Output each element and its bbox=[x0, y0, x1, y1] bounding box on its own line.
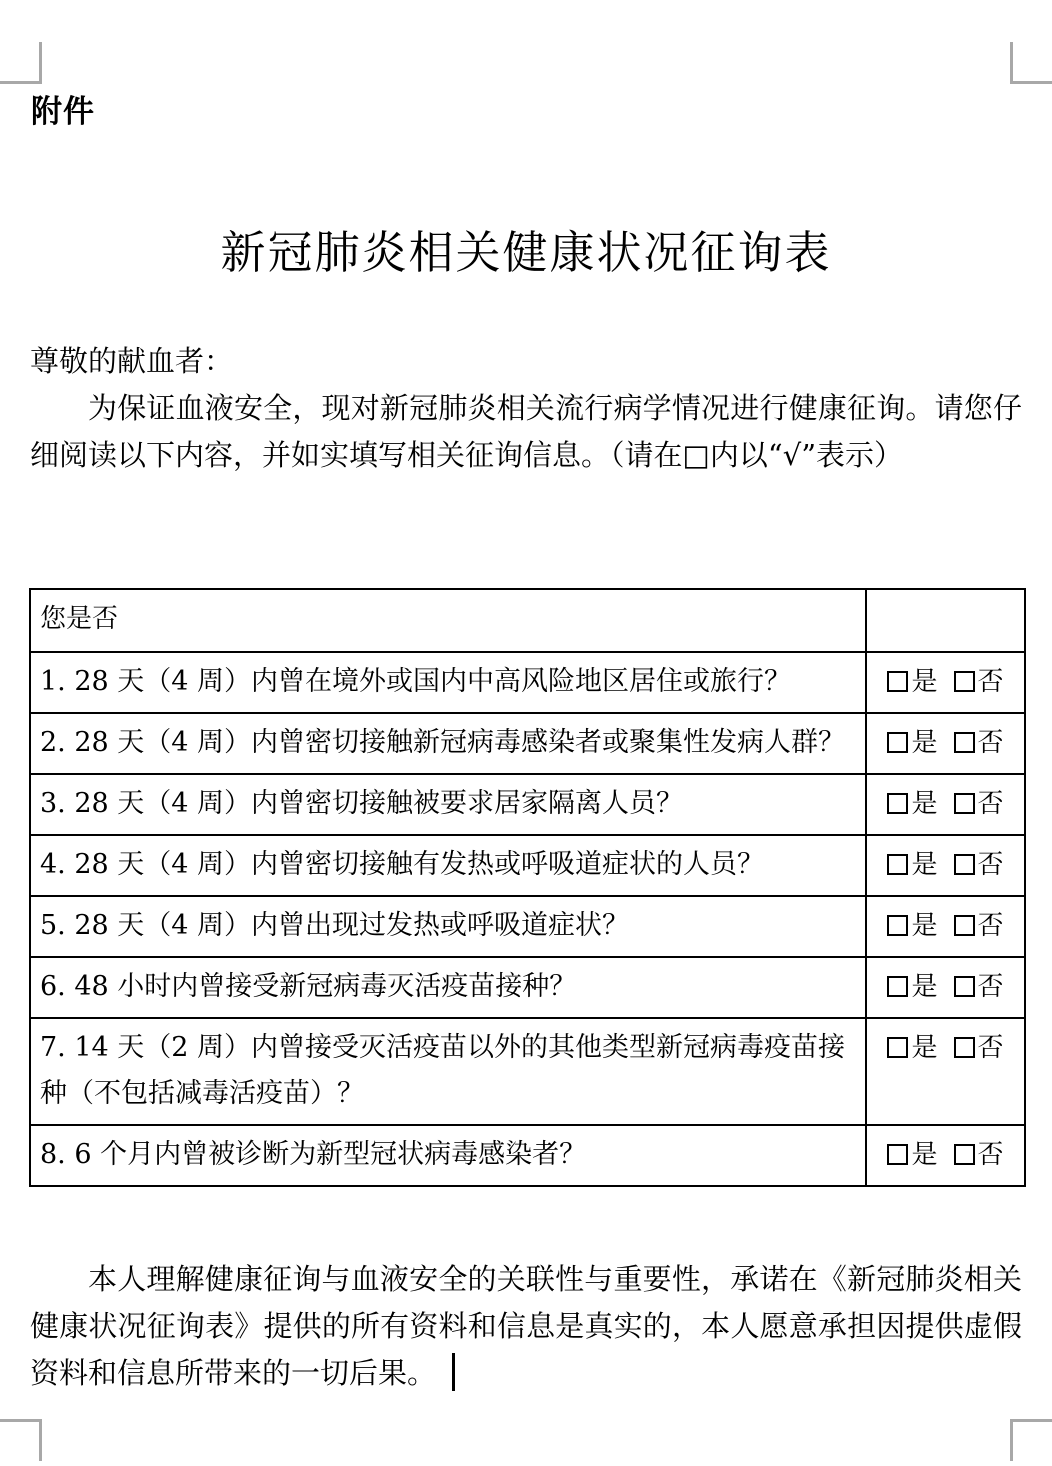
answer-options bbox=[867, 714, 1024, 773]
answer-option-yes-label: 是 bbox=[911, 911, 938, 941]
salutation-text: 尊敬的献血者： bbox=[30, 344, 234, 378]
table-row bbox=[30, 713, 1025, 774]
table-header-answer-cell bbox=[866, 589, 1025, 652]
question-cell bbox=[30, 1018, 866, 1125]
answer-option-no[interactable] bbox=[954, 781, 1004, 827]
answer-cell bbox=[866, 774, 1025, 835]
question-cell bbox=[30, 957, 866, 1018]
checkbox-yes-icon[interactable] bbox=[887, 1037, 908, 1058]
checkbox-yes-icon[interactable] bbox=[887, 793, 908, 814]
answer-option-no-label: 否 bbox=[977, 728, 1004, 758]
answer-option-no-label: 否 bbox=[977, 850, 1004, 880]
answer-option-yes[interactable] bbox=[887, 903, 937, 949]
question-text: 1. 28 天（4 周）内曾在境外或国内中高风险地区居住或旅行？ bbox=[40, 666, 792, 697]
answer-cell bbox=[866, 713, 1025, 774]
answer-option-yes-label: 是 bbox=[911, 850, 938, 880]
page-title: 新冠肺炎相关健康状况征询表 bbox=[220, 226, 832, 280]
answer-option-no-label: 否 bbox=[977, 667, 1004, 697]
answer-options bbox=[867, 653, 1024, 712]
table-header-question-label: 您是否 bbox=[40, 604, 119, 634]
question-text: 5. 28 天（4 周）内曾出现过发热或呼吸道症状？ bbox=[40, 910, 630, 941]
answer-option-no[interactable] bbox=[954, 659, 1004, 705]
answer-option-yes-label: 是 bbox=[911, 728, 938, 758]
checkbox-yes-icon[interactable] bbox=[887, 671, 908, 692]
answer-option-no-label: 否 bbox=[977, 972, 1004, 1002]
question-text: 7. 14 天（2 周）内曾接受灭活疫苗以外的其他类型新冠病毒疫苗接种（不包括减毒活疫苗）？ bbox=[40, 1032, 846, 1109]
answer-options bbox=[867, 958, 1024, 1017]
checkbox-yes-icon[interactable] bbox=[887, 1144, 908, 1165]
answer-option-yes[interactable] bbox=[887, 842, 937, 888]
answer-option-yes-label: 是 bbox=[911, 667, 938, 697]
answer-options bbox=[867, 897, 1024, 956]
answer-cell bbox=[866, 652, 1025, 713]
checkbox-no-icon[interactable] bbox=[954, 854, 975, 875]
question-cell bbox=[30, 896, 866, 957]
question-cell bbox=[30, 835, 866, 896]
checkbox-yes-icon[interactable] bbox=[887, 976, 908, 997]
answer-option-yes-label: 是 bbox=[911, 789, 938, 819]
crop-mark-bottom-left-icon bbox=[0, 1419, 42, 1461]
answer-options bbox=[867, 775, 1024, 834]
table-row bbox=[30, 1018, 1025, 1125]
checkbox-no-icon[interactable] bbox=[954, 793, 975, 814]
answer-options bbox=[867, 836, 1024, 895]
answer-cell bbox=[866, 835, 1025, 896]
checkbox-no-icon[interactable] bbox=[954, 1144, 975, 1165]
answer-option-no[interactable] bbox=[954, 720, 1004, 766]
health-questionnaire-table bbox=[29, 588, 1026, 1187]
answer-options bbox=[867, 1019, 1024, 1078]
answer-option-no-label: 否 bbox=[977, 789, 1004, 819]
table-row bbox=[30, 774, 1025, 835]
checkbox-no-icon[interactable] bbox=[954, 732, 975, 753]
checkbox-no-icon[interactable] bbox=[954, 671, 975, 692]
answer-option-no-label: 否 bbox=[977, 1140, 1004, 1170]
checkbox-no-icon[interactable] bbox=[954, 976, 975, 997]
checkbox-yes-icon[interactable] bbox=[887, 915, 908, 936]
answer-option-yes[interactable] bbox=[887, 781, 937, 827]
answer-option-yes[interactable] bbox=[887, 1132, 937, 1178]
answer-option-yes[interactable] bbox=[887, 1025, 937, 1071]
crop-mark-bottom-right-icon bbox=[1010, 1419, 1052, 1461]
table-row bbox=[30, 652, 1025, 713]
table-body bbox=[30, 589, 1025, 1186]
question-text: 4. 28 天（4 周）内曾密切接触有发热或呼吸道症状的人员？ bbox=[40, 849, 765, 880]
answer-options bbox=[867, 1126, 1024, 1185]
answer-option-no[interactable] bbox=[954, 964, 1004, 1010]
intro-paragraph: 为保证血液安全，现对新冠肺炎相关流行病学情况进行健康征询。请您仔细阅读以下内容，并如实填写相关征询信息。（请在□内以“√”表示） bbox=[30, 391, 1022, 472]
answer-cell bbox=[866, 957, 1025, 1018]
closing-statement bbox=[30, 1256, 1022, 1397]
checkbox-yes-icon[interactable] bbox=[887, 732, 908, 753]
table-header-answer-label bbox=[867, 590, 1024, 649]
text-cursor-caret bbox=[452, 1353, 455, 1391]
checkbox-no-icon[interactable] bbox=[954, 1037, 975, 1058]
answer-option-no-label: 否 bbox=[977, 911, 1004, 941]
table-row bbox=[30, 896, 1025, 957]
question-cell bbox=[30, 713, 866, 774]
answer-option-no-label: 否 bbox=[977, 1033, 1004, 1063]
checkbox-yes-icon[interactable] bbox=[887, 854, 908, 875]
question-cell bbox=[30, 652, 866, 713]
answer-option-yes-label: 是 bbox=[911, 1140, 938, 1170]
answer-cell bbox=[866, 1018, 1025, 1125]
table-header-question-cell bbox=[30, 589, 866, 652]
question-text: 3. 28 天（4 周）内曾密切接触被要求居家隔离人员？ bbox=[40, 788, 684, 819]
answer-option-yes-label: 是 bbox=[911, 1033, 938, 1063]
checkbox-no-icon[interactable] bbox=[954, 915, 975, 936]
table-row bbox=[30, 835, 1025, 896]
table-header-row bbox=[30, 589, 1025, 652]
answer-option-no[interactable] bbox=[954, 903, 1004, 949]
question-text: 8. 6 个月内曾被诊断为新型冠状病毒感染者？ bbox=[40, 1139, 587, 1170]
question-cell bbox=[30, 1125, 866, 1186]
answer-option-yes-label: 是 bbox=[911, 972, 938, 1002]
answer-option-no[interactable] bbox=[954, 1132, 1004, 1178]
attachment-label: 附件 bbox=[31, 94, 95, 130]
intro-block bbox=[30, 338, 1022, 479]
table-row bbox=[30, 957, 1025, 1018]
answer-cell bbox=[866, 896, 1025, 957]
answer-option-yes[interactable] bbox=[887, 964, 937, 1010]
answer-option-no[interactable] bbox=[954, 1025, 1004, 1071]
answer-cell bbox=[866, 1125, 1025, 1186]
crop-mark-top-left-icon bbox=[0, 42, 42, 84]
crop-mark-top-right-icon bbox=[1010, 42, 1052, 84]
answer-option-no[interactable] bbox=[954, 842, 1004, 888]
question-cell bbox=[30, 774, 866, 835]
answer-option-yes[interactable] bbox=[887, 720, 937, 766]
table-row bbox=[30, 1125, 1025, 1186]
question-text: 2. 28 天（4 周）内曾密切接触新冠病毒感染者或聚集性发病人群？ bbox=[40, 727, 846, 758]
answer-option-yes[interactable] bbox=[887, 659, 937, 705]
closing-paragraph-text: 本人理解健康征询与血液安全的关联性与重要性，承诺在《新冠肺炎相关健康状况征询表》提供的所有资料和信息是真实的，本人愿意承担因提供虚假资料和信息所带来的一切后果。 bbox=[30, 1262, 1022, 1390]
question-text: 6. 48 小时内曾接受新冠病毒灭活疫苗接种？ bbox=[40, 971, 577, 1002]
